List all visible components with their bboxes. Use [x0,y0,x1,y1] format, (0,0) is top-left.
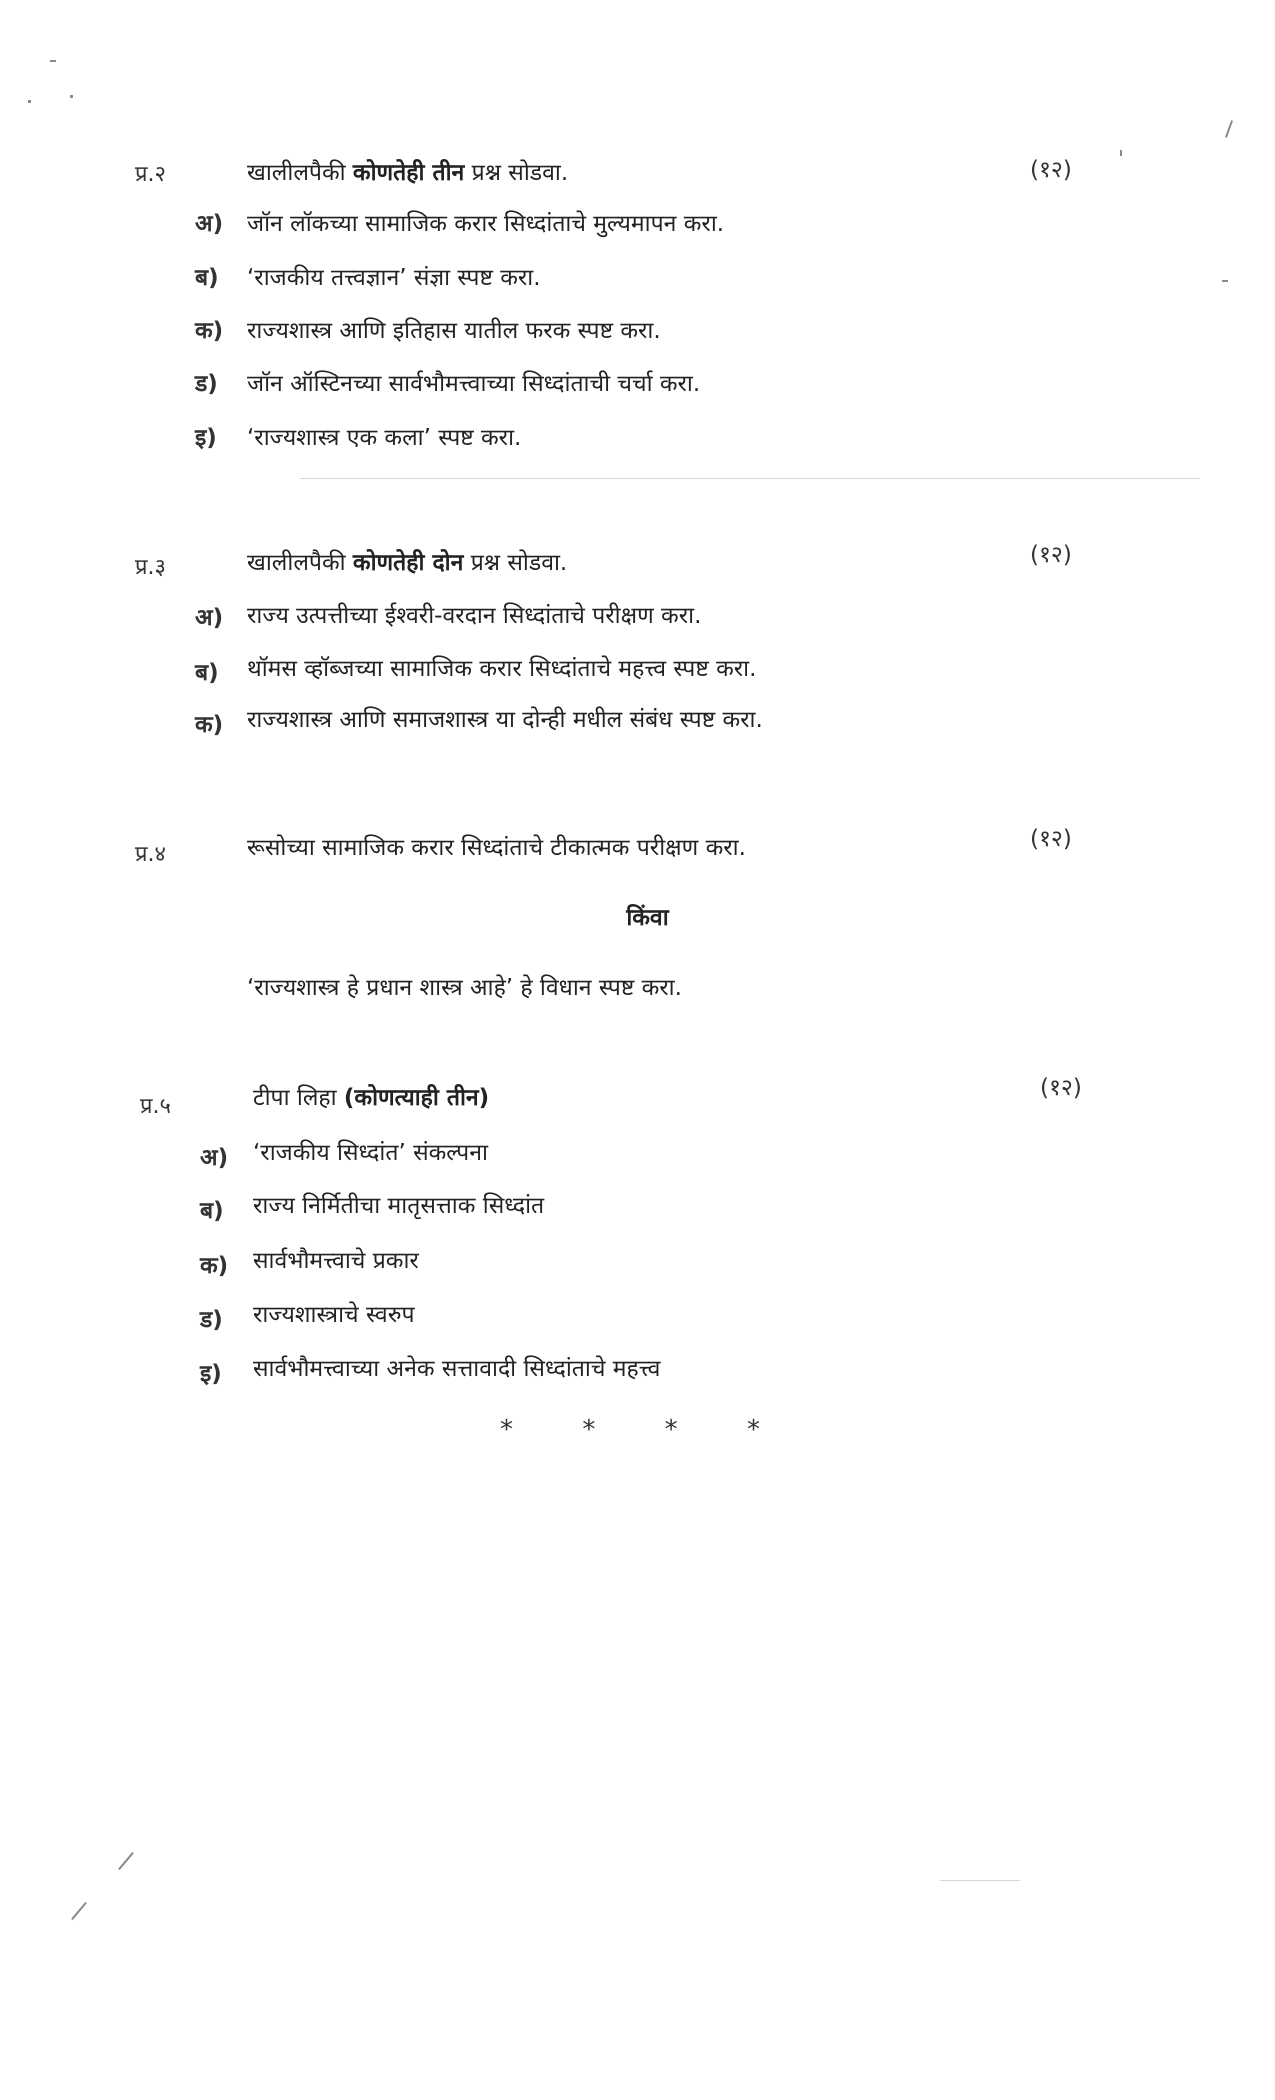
question-marks: (१२) [1030,157,1072,183]
question-instruction [247,155,568,187]
question-text: रूसोच्या सामाजिक करार सिध्दांताचे टीकात्मक परीक्षण करा. [247,835,746,861]
option-text: थॉमस व्हॉब्जच्या सामाजिक करार सिध्दांताचे महत्त्व स्पष्ट करा. [247,656,757,682]
end-star: * [582,1415,596,1445]
option-text: राज्यशास्त्र आणि समाजशास्त्र या दोन्ही मधील संबंध स्पष्ट करा. [247,707,763,733]
option-label: अ) [195,211,224,237]
question-marks: (१२) [1030,542,1072,568]
instruction-emphasis: कोणतेही दोन [352,550,464,576]
option-text: ‘राजकीय सिध्दांत’ संकल्पना [253,1140,488,1166]
option-text: राज्य निर्मितीचा मातृसत्ताक सिध्दांत [253,1193,545,1219]
scan-artifact-line [300,478,1200,479]
question-instruction [253,1080,489,1112]
end-star: * [500,1415,513,1445]
scan-speck [1120,150,1122,156]
option-text: जॉन लॉकच्या सामाजिक करार सिध्दांताचे मुल्यमापन करा. [247,211,725,237]
question-number: प्र.३ [135,555,166,580]
option-label: ड) [200,1307,223,1333]
option-text: राज्यशास्त्राचे स्वरुप [253,1302,415,1328]
end-of-paper-marks [500,1415,760,1445]
option-text: ‘राज्यशास्त्र एक कला’ स्पष्ट करा. [247,425,522,451]
option-text: राज्यशास्त्र आणि इतिहास यातील फरक स्पष्ट करा. [247,318,661,344]
option-label: ड) [195,371,218,397]
instruction-emphasis: (कोणत्याही तीन) [343,1085,490,1111]
question-instruction [247,545,567,577]
scan-speck [1225,120,1233,138]
option-text: जॉन ऑस्टिनच्या सार्वभौमत्त्वाच्या सिध्दांताची चर्चा करा. [247,371,701,397]
option-label: अ) [200,1145,229,1171]
option-label: क) [195,318,224,344]
scan-speck [118,1852,134,1870]
instruction-prefix: टीपा लिहा [253,1085,337,1111]
end-star: * [664,1415,678,1445]
instruction-prefix: खालीलपैकी [247,160,346,186]
question-marks: (१२) [1030,826,1072,852]
option-label: क) [195,712,224,738]
instruction-suffix: प्रश्न सोडवा. [470,550,568,576]
or-separator: किंवा [626,905,669,931]
option-label: ब) [195,660,219,686]
instruction-suffix: प्रश्न सोडवा. [471,160,569,186]
instruction-emphasis: कोणतेही तीन [352,160,465,186]
scan-speck [1222,280,1228,282]
question-number: प्र.२ [135,162,166,187]
option-label: ब) [195,265,219,291]
option-text: सार्वभौमत्त्वाचे प्रकार [253,1248,419,1274]
scan-artifact-line [940,1880,1020,1881]
end-star: * [746,1415,760,1445]
scan-speck [50,60,56,62]
scan-speck [28,100,31,103]
question-number: प्र.४ [135,842,166,867]
option-label: इ) [195,425,217,451]
alternate-question-text: ‘राज्यशास्त्र हे प्रधान शास्त्र आहे’ हे विधान स्पष्ट करा. [247,975,682,1001]
option-text: ‘राजकीय तत्त्वज्ञान’ संज्ञा स्पष्ट करा. [247,265,541,291]
option-label: अ) [195,605,224,631]
option-text: राज्य उत्पत्तीच्या ईश्वरी-वरदान सिध्दांताचे परीक्षण करा. [247,603,702,629]
question-marks: (१२) [1040,1075,1082,1101]
scan-speck [71,1902,87,1920]
option-label: इ) [200,1361,222,1387]
option-label: क) [200,1253,229,1279]
scan-speck [70,95,73,98]
instruction-prefix: खालीलपैकी [247,550,346,576]
question-number: प्र.५ [140,1094,171,1119]
option-label: ब) [200,1198,224,1224]
option-text: सार्वभौमत्त्वाच्या अनेक सत्तावादी सिध्दांताचे महत्त्व [253,1356,661,1382]
